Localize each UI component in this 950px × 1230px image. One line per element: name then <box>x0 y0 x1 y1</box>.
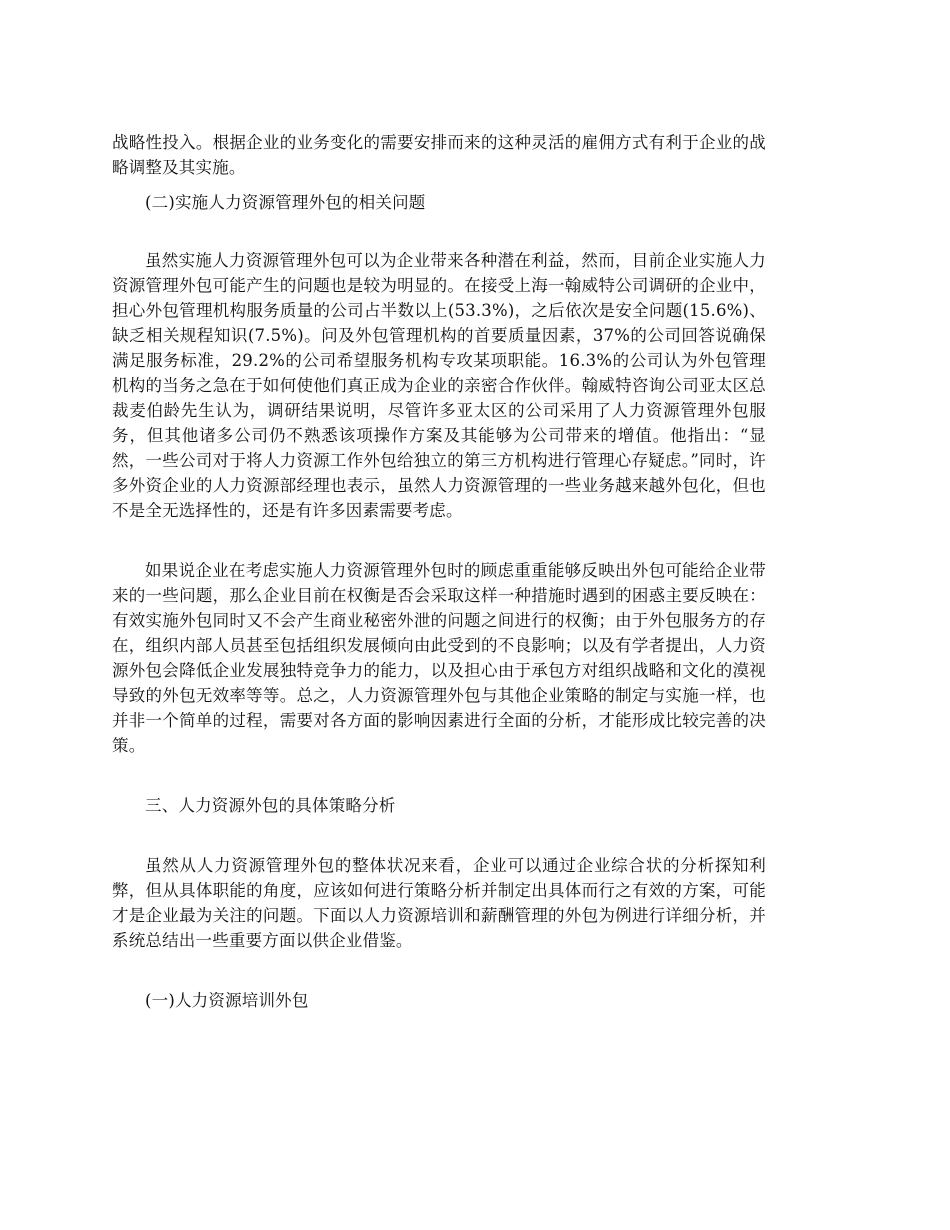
section-heading-2: (二)实施人力资源管理外包的相关问题 <box>145 193 426 212</box>
subsection-heading-1: (一)人力资源培训外包 <box>145 991 309 1010</box>
section-heading-3: 三、人力资源外包的具体策略分析 <box>145 796 396 815</box>
paragraph-strategy: 虽然从人力资源管理外包的整体状况来看，企业可以通过企业综合状的分析探知利弊，但从具体职能的角度，应该如何进行策略分析并制定出具体而行之有效的方案，可能才是企业最为关注的问题。下面以人力资源培训和薪酬管理的外包为例进行详细分析，并系统总结出一些重要方面以供企业借鉴。 <box>112 856 766 950</box>
document-page <box>112 130 766 1013</box>
paragraph-issues: 虽然实施人力资源管理外包可以为企业带来各种潜在利益，然而，目前企业实施人力资源管理外包可能产生的问题也是较为明显的。在接受上海一翰威特公司调研的企业中，担心外包管理机构服务质量的公司占半数以上(53.3%)，之后依次是安全问题(15.6%)、缺乏相关规程知识(7.5%)。问及外包管理机构的首要质量因素，37%的公司回答说确保满足服务标准，29.2%的公司希望服务机构专攻某项职能。16.3%的公司认为外包管理机构的当务之急在于如何使他们真正成为企业的亲密合作伙伴。翰威特咨询公司亚太区总裁麦伯龄先生认为，调研结果说明，尽管许多亚太区的公司采用了人力资源管理外包服务，但其他诸多公司仍不熟悉该项操作方案及其能够为公司带来的增值。他指出：“显然，一些公司对于将人力资源工作外包给独立的第三方机构进行管理心存疑虑。”同时，许多外资企业的人力资源部经理也表示，虽然人力资源管理的一些业务越来越外包化，但也不是全无选择性的，还是有许多因素需要考虑。 <box>112 251 766 520</box>
paragraph-continuation: 战略性投入。根据企业的业务变化的需要安排而来的这种灵活的雇佣方式有利于企业的战略调整及其实施。 <box>112 133 766 177</box>
paragraph-concerns: 如果说企业在考虑实施人力资源管理外包时的顾虑重重能够反映出外包可能给企业带来的一些问题，那么企业目前在权衡是否会采取这样一种措施时遇到的困惑主要反映在：有效实施外包同时又不会产生商业秘密外泄的问题之间进行的权衡；由于外包服务方的存在，组织内部人员甚至包括组织发展倾向由此受到的不良影响；以及有学者提出，人力资源外包会降低企业发展独特竞争力的能力，以及担心由于承包方对组织战略和文化的漠视导致的外包无效率等等。总之，人力资源管理外包与其他企业策略的制定与实施一样，也并非一个简单的过程，需要对各方面的影响因素进行全面的分析，才能形成比较完善的决策。 <box>112 561 766 755</box>
